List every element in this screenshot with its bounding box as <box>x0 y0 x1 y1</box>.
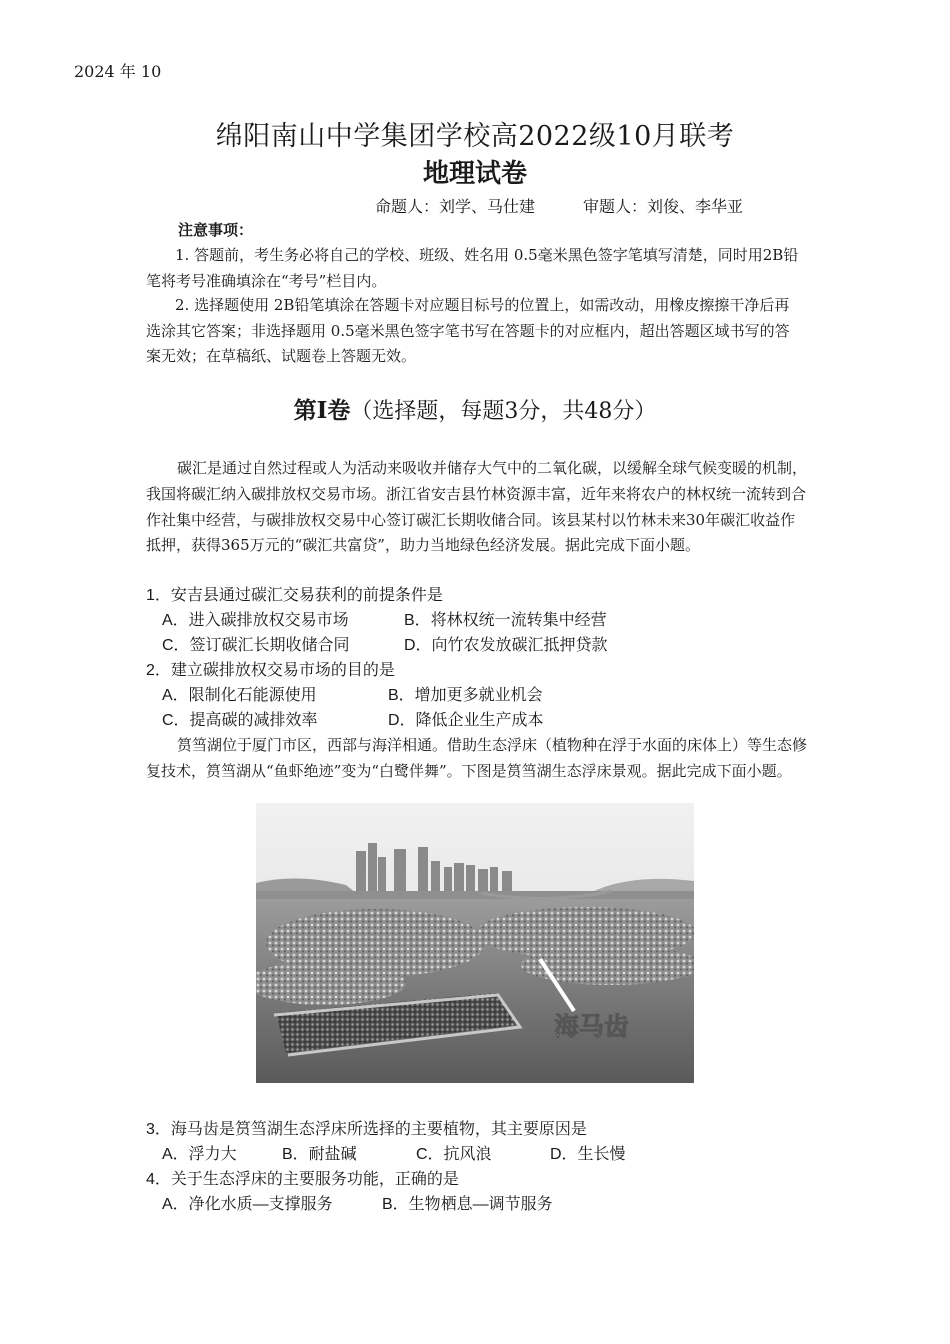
reviewer: 审题人：刘俊、李华亚 <box>583 197 744 216</box>
notice-item-2: 2. 选择题使用 2B铅笔填涂在答题卡对应题目标号的位置上，如需改动，用橡皮擦擦干净后再选涂其它答案；非选择题用 0.5毫米黑色签字笔书写在答题卡的对应框内，超出答题区域书写的答案无效；在草稿纸、试题卷上答题无效。 <box>146 296 790 365</box>
section-detail: （选择题，每题3分，共48分） <box>350 399 657 424</box>
exam-subject: 地理试卷 <box>422 159 527 189</box>
q1-option-b: B．将林权统一流转集中经营 <box>404 612 607 629</box>
authors-line <box>375 194 743 217</box>
lake-floating-bed-photo <box>256 803 694 1083</box>
q3-option-c: C．抗风浪 <box>416 1146 492 1163</box>
exam-title: 绵阳南山中学集团学校高2022级10月联考 <box>215 121 735 152</box>
section-heading <box>0 392 950 425</box>
q1-option-c: C．签订碳汇长期收储合同 <box>162 637 350 654</box>
q1-option-d: D．向竹农发放碳汇抵押贷款 <box>404 637 608 654</box>
q4-option-b: B．生物栖息—调节服务 <box>382 1196 553 1213</box>
q4-option-a: A．净化水质—支撑服务 <box>162 1196 333 1213</box>
notice-heading: 注意事项： <box>178 221 254 239</box>
q1-option-a: A．进入碳排放权交易市场 <box>162 612 349 629</box>
notice-item-1: 1. 答题前，考生务必将自己的学校、班级、姓名用 0.5毫米黑色签字笔填写清楚，同时用2B铅笔将考号准确填涂在“考号”栏目内。 <box>146 246 799 290</box>
q3-option-d: D．生长慢 <box>550 1146 626 1163</box>
q2-option-a: A．限制化石能源使用 <box>162 687 317 704</box>
q2-option-b: B．增加更多就业机会 <box>388 687 543 704</box>
q3-option-b: B．耐盐碱 <box>282 1146 357 1163</box>
question-4: 4．关于生态浮床的主要服务功能，正确的是 <box>146 1171 459 1188</box>
question-3: 3．海马齿是筼筜湖生态浮床所选择的主要植物，其主要原因是 <box>146 1121 587 1138</box>
q2-option-d: D．降低企业生产成本 <box>388 712 544 729</box>
question-1: 1．安吉县通过碳汇交易获利的前提条件是 <box>146 587 443 604</box>
photo-label: 海马齿 <box>554 1012 630 1041</box>
proposer: 命题人：刘学、马仕建 <box>375 197 536 216</box>
exam-date: 2024 年 10 <box>74 62 162 81</box>
passage-carbon-sink: 碳汇是通过自然过程或人为活动来吸收并储存大气中的二氧化碳，以缓解全球气候变暖的机制，我国将碳汇纳入碳排放权交易市场。浙江省安吉县竹林资源丰富，近年来将农户的林权统一流转到合作社集中经营，与碳排放权交易中心签订碳汇长期收储合同。该县某村以竹林未来30年碳汇收益作抵押，获得365万元的“碳汇共富贷”，助力当地绿色经济发展。据此完成下面小题。 <box>146 459 808 555</box>
q2-option-c: C．提高碳的减排效率 <box>162 712 318 729</box>
question-2: 2．建立碳排放权交易市场的目的是 <box>146 662 395 679</box>
q3-option-a: A．浮力大 <box>162 1146 237 1163</box>
section-label: 第Ⅰ卷 <box>293 397 351 424</box>
passage-yundang-lake: 筼筜湖位于厦门市区，西部与海洋相通。借助生态浮床（植物种在浮于水面的床体上）等生态修复技术，筼筜湖从“鱼虾绝迹”变为“白鹭伴舞”。下图是筼筜湖生态浮床景观。据此完成下面小题。 <box>146 736 808 780</box>
